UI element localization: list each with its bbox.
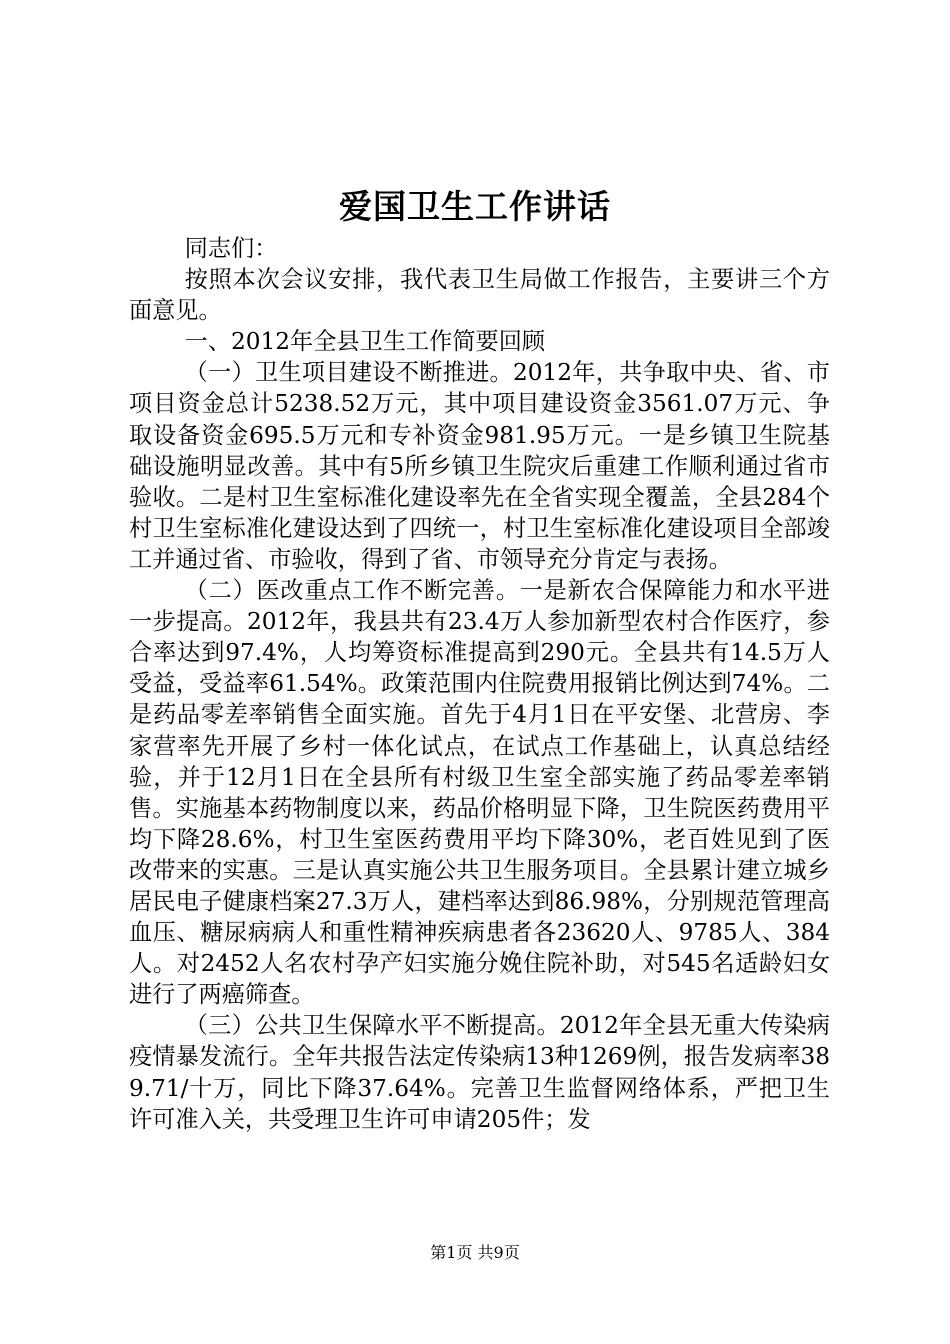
body-paragraph: （一）卫生项目建设不断推进。2012年，共争取中央、省、市项目资金总计5238.52万元，其中项目建设资金3561.07万元、争取设备资金695.5万元和专补资金981.95万元。一是乡镇卫生院基础设施明显改善。其中有5所乡镇卫生院灾后重建工作顺利通过省市验收。二是村卫生室标准化建设率先在全省实现全覆盖，全县284个村卫生室标准化建设达到了四统一，村卫生室标准化建设项目全部竣工并通过省、市验收，得到了省、市领导充分肯定与表扬。 [129, 359, 830, 573]
page-footer: 第1页 共9页 [430, 1243, 520, 1262]
body-paragraph: （二）医改重点工作不断完善。一是新农合保障能力和水平进一步提高。2012年，我县共有23.4万人参加新型农村合作医疗，参合率达到97.4%，人均筹资标准提高到290元。全县共有14.5万人受益，受益率61.54%。政策范围内住院费用报销比例达到74%。二是药品零差率销售全面实施。首先于4月1日在平安堡、北营房、李家营率先开展了乡村一体化试点，在试点工作基础上，认真总结经验，并于12月1日在全县所有村级卫生室全部实施了药品零差率销售。实施基本药物制度以来，药品价格明显下降，卫生院医药费用平均下降28.6%，村卫生室医药费用平均下降30%，老百姓见到了医改带来的实惠。三是认真实施公共卫生服务项目。全县累计建立城乡居民电子健康档案27.3万人，建档率达到86.98%，分别规范管理高血压、糖尿病病人和重性精神疾病患者各23620人、9785人、384人。对2452人名农村孕产妇实施分娩住院补助，对545名适龄妇女进行了两癌筛查。 [129, 577, 830, 1009]
salutation: 同志们： [184, 235, 278, 262]
document-title: 爱国卫生工作讲话 [339, 187, 611, 226]
document-body [129, 233, 830, 1135]
section-heading: 一、2012年全县卫生工作简要回顾 [184, 328, 546, 356]
body-paragraph: 按照本次会议安排，我代表卫生局做工作报告，主要讲三个方面意见。 [129, 266, 830, 325]
body-paragraph: （三）公共卫生保障水平不断提高。2012年全县无重大传染病疫情暴发流行。全年共报告法定传染病13种1269例，报告发病率389.71/十万，同比下降37.64%。完善卫生监督网络体系，严把卫生许可准入关，共受理卫生许可申请205件；发 [129, 1012, 830, 1133]
